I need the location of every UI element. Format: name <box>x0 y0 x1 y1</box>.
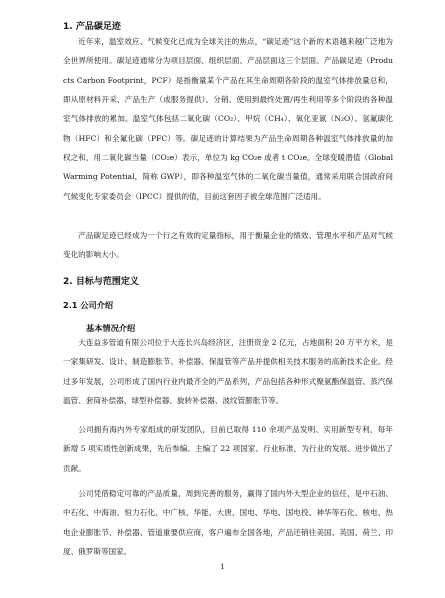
page-number: 1 <box>220 563 225 571</box>
subsubsection-heading-basic-info: 基本情况介绍 <box>86 323 136 333</box>
paragraph-rd-team: 公司拥有海内外专家组成的研发团队，目前已取得 110 余项产品发明、实用新型专利，每年新增 5 项实质性创新成果，先后参编、主编了 22 项国家、行业标准，为行业的发展、进步做出了贡献。 <box>63 425 393 473</box>
paragraph-carbon-footprint-definition: 近年来，温室效应、气候变化已成为全球关注的焦点，“碳足迹”这个新的术语越来越广泛地为全世界所使用。碳足迹通常分为项目层面、组织层面、产品层面这三个层面。产品碳足迹（Products Carbon Footprint，PCF）是指衡量某个产品在其生命周期各阶段的温室气体排放量总和，即从原材料开采、产品生产（或服务提供）、分销、使用到最终处置/再生利用等多个阶段的各种温室气体排放的累加。温室气体包括二氧化碳（CO₂）、甲烷（CH₄）、氧化亚氮（N₂O）、氢氟碳化物（HFC）和全氟化碳（PFC）等。碳足迹的计算结果为产品生命周期各种温室气体排放量的加权之和，用二氧化碳当量（CO₂e）表示，单位为 kg CO₂e 或者 t CO₂e。全球变暖潜值（Global Warming Potential，简称 GWP），即各种温室气体的二氧化碳当量值，通常采用联合国政府间气候变化专家委员会（IPCC）提供的值，目前这套因子被全球范围广泛适用。 <box>63 37 393 201</box>
section-heading-product-carbon-footprint: 1. 产品碳足迹 <box>63 22 121 32</box>
paragraph-carbon-footprint-indicator: 产品碳足迹已经成为一个行之有效的定量指标，用于衡量企业的绩效、管理水平和产品对气候变化的影响大小。 <box>63 231 393 260</box>
section-heading-goal-scope: 2. 目标与范围定义 <box>63 277 139 287</box>
paragraph-customers: 公司凭借稳定可靠的产品质量，周到完善的服务，赢得了国内外大型企业的信任，是中石油、中石化、中海油、恒力石化、中广核、华能、大唐、国电、华电、国电投、神华等石化、核电、热电企业膨胀节、补偿器、管道重要供应商，客户遍布全国各地，产品还销往美国、英国、荷兰、印度、俄罗斯等国家。 <box>63 489 393 557</box>
paragraph-company-overview: 大连益多管道有限公司位于大连长兴岛经济区，注册资金 2 亿元，占地面积 20 万平方米，是一家集研发、设计、制造膨胀节、补偿器、保温管等产品并提供相关技术服务的高新技术企业。经过多年发展，公司形成了国内行业内最齐全的产品系列，产品包括各种形式聚氨酯保温管、蒸汽保温管、套筒补偿器、球型补偿器、旋转补偿器、波纹管膨胀节等。 <box>63 338 393 406</box>
subsection-heading-company-intro: 2.1 公司介绍 <box>63 300 114 310</box>
